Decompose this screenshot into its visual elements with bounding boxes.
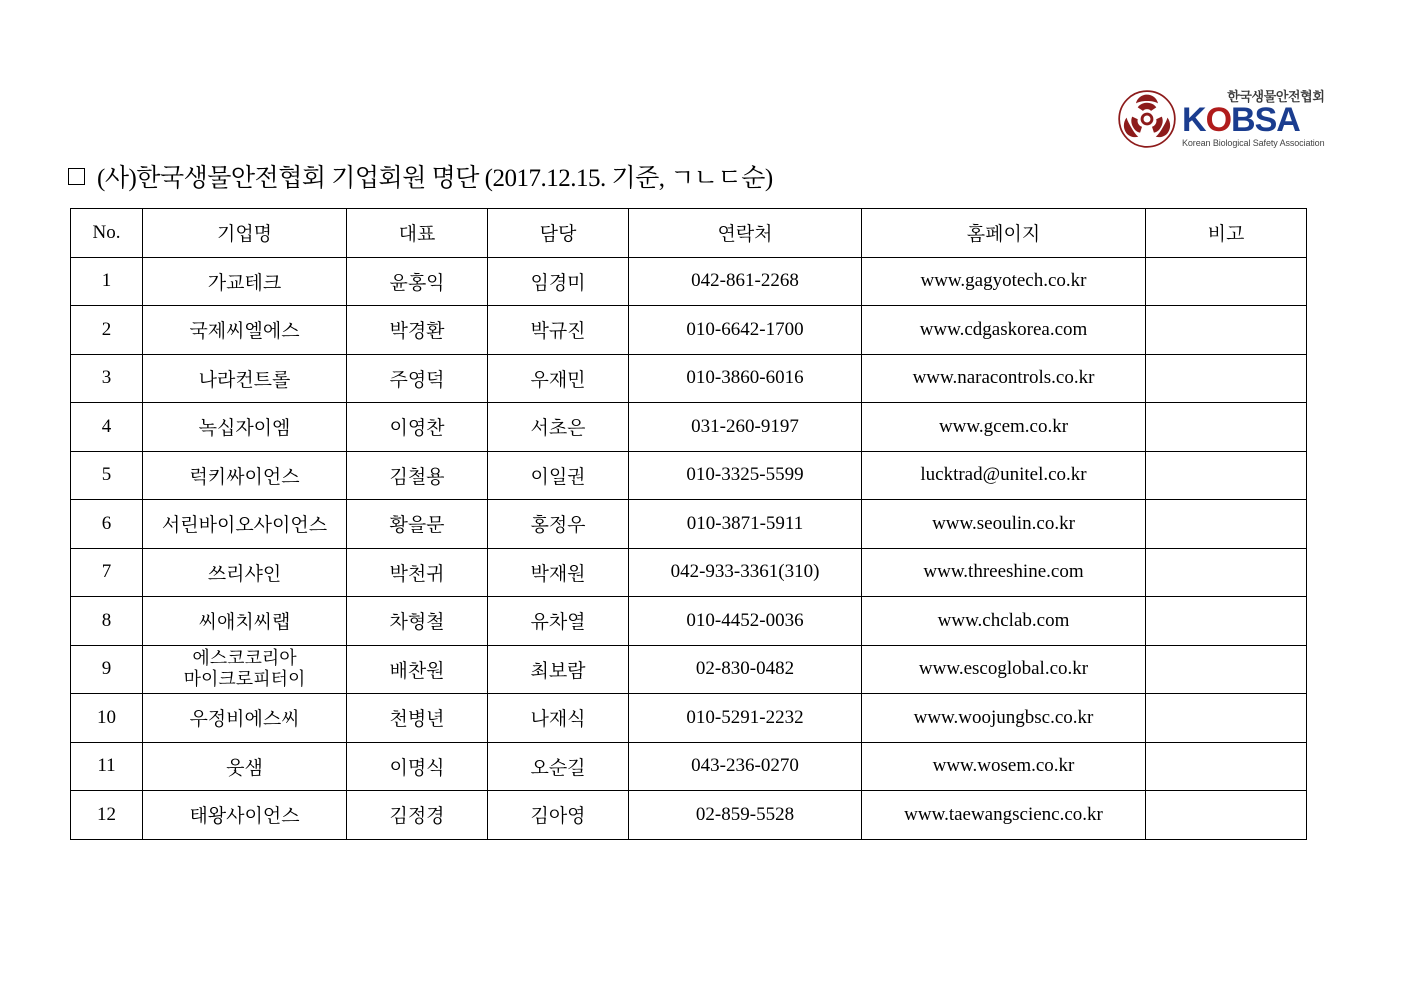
logo-association-en: Korean Biological Safety Association: [1182, 137, 1325, 148]
cell-manager: 최보람: [488, 645, 629, 694]
cell-no: 11: [71, 742, 143, 791]
table-row: [71, 548, 1307, 597]
cell-ceo: 이명식: [347, 742, 488, 791]
column-header-homepage: 홈페이지: [862, 209, 1146, 258]
cell-company: 서린바이오사이언스: [143, 500, 347, 549]
table-row: [71, 791, 1307, 840]
table-row: [71, 694, 1307, 743]
cell-manager: 이일권: [488, 451, 629, 500]
cell-manager: 김아영: [488, 791, 629, 840]
cell-contact: 010-4452-0036: [629, 597, 862, 646]
cell-ceo: 이영찬: [347, 403, 488, 452]
cell-no: 3: [71, 354, 143, 403]
cell-company: 녹십자이엠: [143, 403, 347, 452]
table-row: [71, 306, 1307, 355]
cell-company: 나라컨트롤: [143, 354, 347, 403]
cell-company-line: 마이크로피터이: [183, 669, 306, 690]
table-row: [71, 354, 1307, 403]
cell-company: 가교테크: [143, 257, 347, 306]
cell-no: 4: [71, 403, 143, 452]
cell-note: [1146, 742, 1307, 791]
cell-contact: 010-3325-5599: [629, 451, 862, 500]
cell-no: 5: [71, 451, 143, 500]
cell-company: 쓰리샤인: [143, 548, 347, 597]
cell-ceo: 천병년: [347, 694, 488, 743]
logo-acronym: KOBSA: [1182, 101, 1300, 140]
table-row: [71, 742, 1307, 791]
cell-ceo: 차형철: [347, 597, 488, 646]
cell-note: [1146, 548, 1307, 597]
cell-manager: 오순길: [488, 742, 629, 791]
table-row: [71, 597, 1307, 646]
table-row: [71, 451, 1307, 500]
cell-note: [1146, 694, 1307, 743]
cell-homepage: www.taewangscienc.co.kr: [862, 791, 1146, 840]
cell-contact: 010-3860-6016: [629, 354, 862, 403]
cell-homepage: www.chclab.com: [862, 597, 1146, 646]
cell-company: 우정비에스씨: [143, 694, 347, 743]
cell-contact: 010-3871-5911: [629, 500, 862, 549]
cell-no: 8: [71, 597, 143, 646]
cell-note: [1146, 791, 1307, 840]
association-logo: [1118, 88, 1333, 150]
cell-ceo: 김정경: [347, 791, 488, 840]
cell-homepage: www.seoulin.co.kr: [862, 500, 1146, 549]
cell-no: 2: [71, 306, 143, 355]
cell-contact: 031-260-9197: [629, 403, 862, 452]
column-header-ceo: 대표: [347, 209, 488, 258]
cell-note: [1146, 597, 1307, 646]
biohazard-icon: [1118, 90, 1176, 148]
cell-ceo: 배찬원: [347, 645, 488, 694]
cell-no: 1: [71, 257, 143, 306]
cell-homepage: www.wosem.co.kr: [862, 742, 1146, 791]
cell-homepage: www.woojungbsc.co.kr: [862, 694, 1146, 743]
cell-homepage: www.escoglobal.co.kr: [862, 645, 1146, 694]
cell-company: 씨애치씨랩: [143, 597, 347, 646]
cell-company: [143, 645, 347, 694]
cell-homepage: lucktrad@unitel.co.kr: [862, 451, 1146, 500]
cell-homepage: www.threeshine.com: [862, 548, 1146, 597]
cell-ceo: 김철용: [347, 451, 488, 500]
cell-ceo: 윤홍익: [347, 257, 488, 306]
cell-manager: 유차열: [488, 597, 629, 646]
square-bullet-icon: [68, 168, 85, 185]
cell-contact: 043-236-0270: [629, 742, 862, 791]
cell-company-line: 에스코코리아: [192, 648, 297, 669]
cell-manager: 서초은: [488, 403, 629, 452]
table-row: [71, 403, 1307, 452]
cell-no: 12: [71, 791, 143, 840]
page-title-text: (사)한국생물안전협회 기업회원 명단 (2017.12.15. 기준, ㄱㄴㄷ순): [97, 165, 773, 192]
cell-manager: 박규진: [488, 306, 629, 355]
cell-no: 7: [71, 548, 143, 597]
cell-ceo: 주영덕: [347, 354, 488, 403]
cell-no: 9: [71, 645, 143, 694]
logo-association-kr: 한국생물안전협회: [1227, 89, 1325, 105]
cell-ceo: 박경환: [347, 306, 488, 355]
cell-note: [1146, 257, 1307, 306]
cell-contact: 042-933-3361(310): [629, 548, 862, 597]
column-header-contact: 연락처: [629, 209, 862, 258]
column-header-company: 기업명: [143, 209, 347, 258]
cell-ceo: 황을문: [347, 500, 488, 549]
cell-note: [1146, 403, 1307, 452]
cell-contact: 010-5291-2232: [629, 694, 862, 743]
cell-homepage: www.cdgaskorea.com: [862, 306, 1146, 355]
cell-manager: 홍정우: [488, 500, 629, 549]
cell-no: 6: [71, 500, 143, 549]
cell-homepage: www.gcem.co.kr: [862, 403, 1146, 452]
cell-homepage: www.gagyotech.co.kr: [862, 257, 1146, 306]
page-title: [68, 158, 773, 194]
cell-manager: 나재식: [488, 694, 629, 743]
table-row: [71, 500, 1307, 549]
column-header-no: No.: [71, 209, 143, 258]
cell-contact: 02-830-0482: [629, 645, 862, 694]
cell-no: 10: [71, 694, 143, 743]
cell-manager: 우재민: [488, 354, 629, 403]
cell-manager: 박재원: [488, 548, 629, 597]
cell-note: [1146, 354, 1307, 403]
cell-note: [1146, 645, 1307, 694]
cell-company: 웃샘: [143, 742, 347, 791]
column-header-manager: 담당: [488, 209, 629, 258]
cell-company: 태왕사이언스: [143, 791, 347, 840]
cell-note: [1146, 451, 1307, 500]
cell-company: 국제씨엘에스: [143, 306, 347, 355]
table-row: [71, 645, 1307, 694]
cell-note: [1146, 306, 1307, 355]
cell-contact: 02-859-5528: [629, 791, 862, 840]
cell-ceo: 박천귀: [347, 548, 488, 597]
cell-note: [1146, 500, 1307, 549]
column-header-note: 비고: [1146, 209, 1307, 258]
table-header-row: [71, 209, 1307, 258]
cell-contact: 010-6642-1700: [629, 306, 862, 355]
table-row: [71, 257, 1307, 306]
cell-contact: 042-861-2268: [629, 257, 862, 306]
corporate-members-table: [70, 208, 1307, 840]
cell-company: 럭키싸이언스: [143, 451, 347, 500]
cell-homepage: www.naracontrols.co.kr: [862, 354, 1146, 403]
cell-manager: 임경미: [488, 257, 629, 306]
